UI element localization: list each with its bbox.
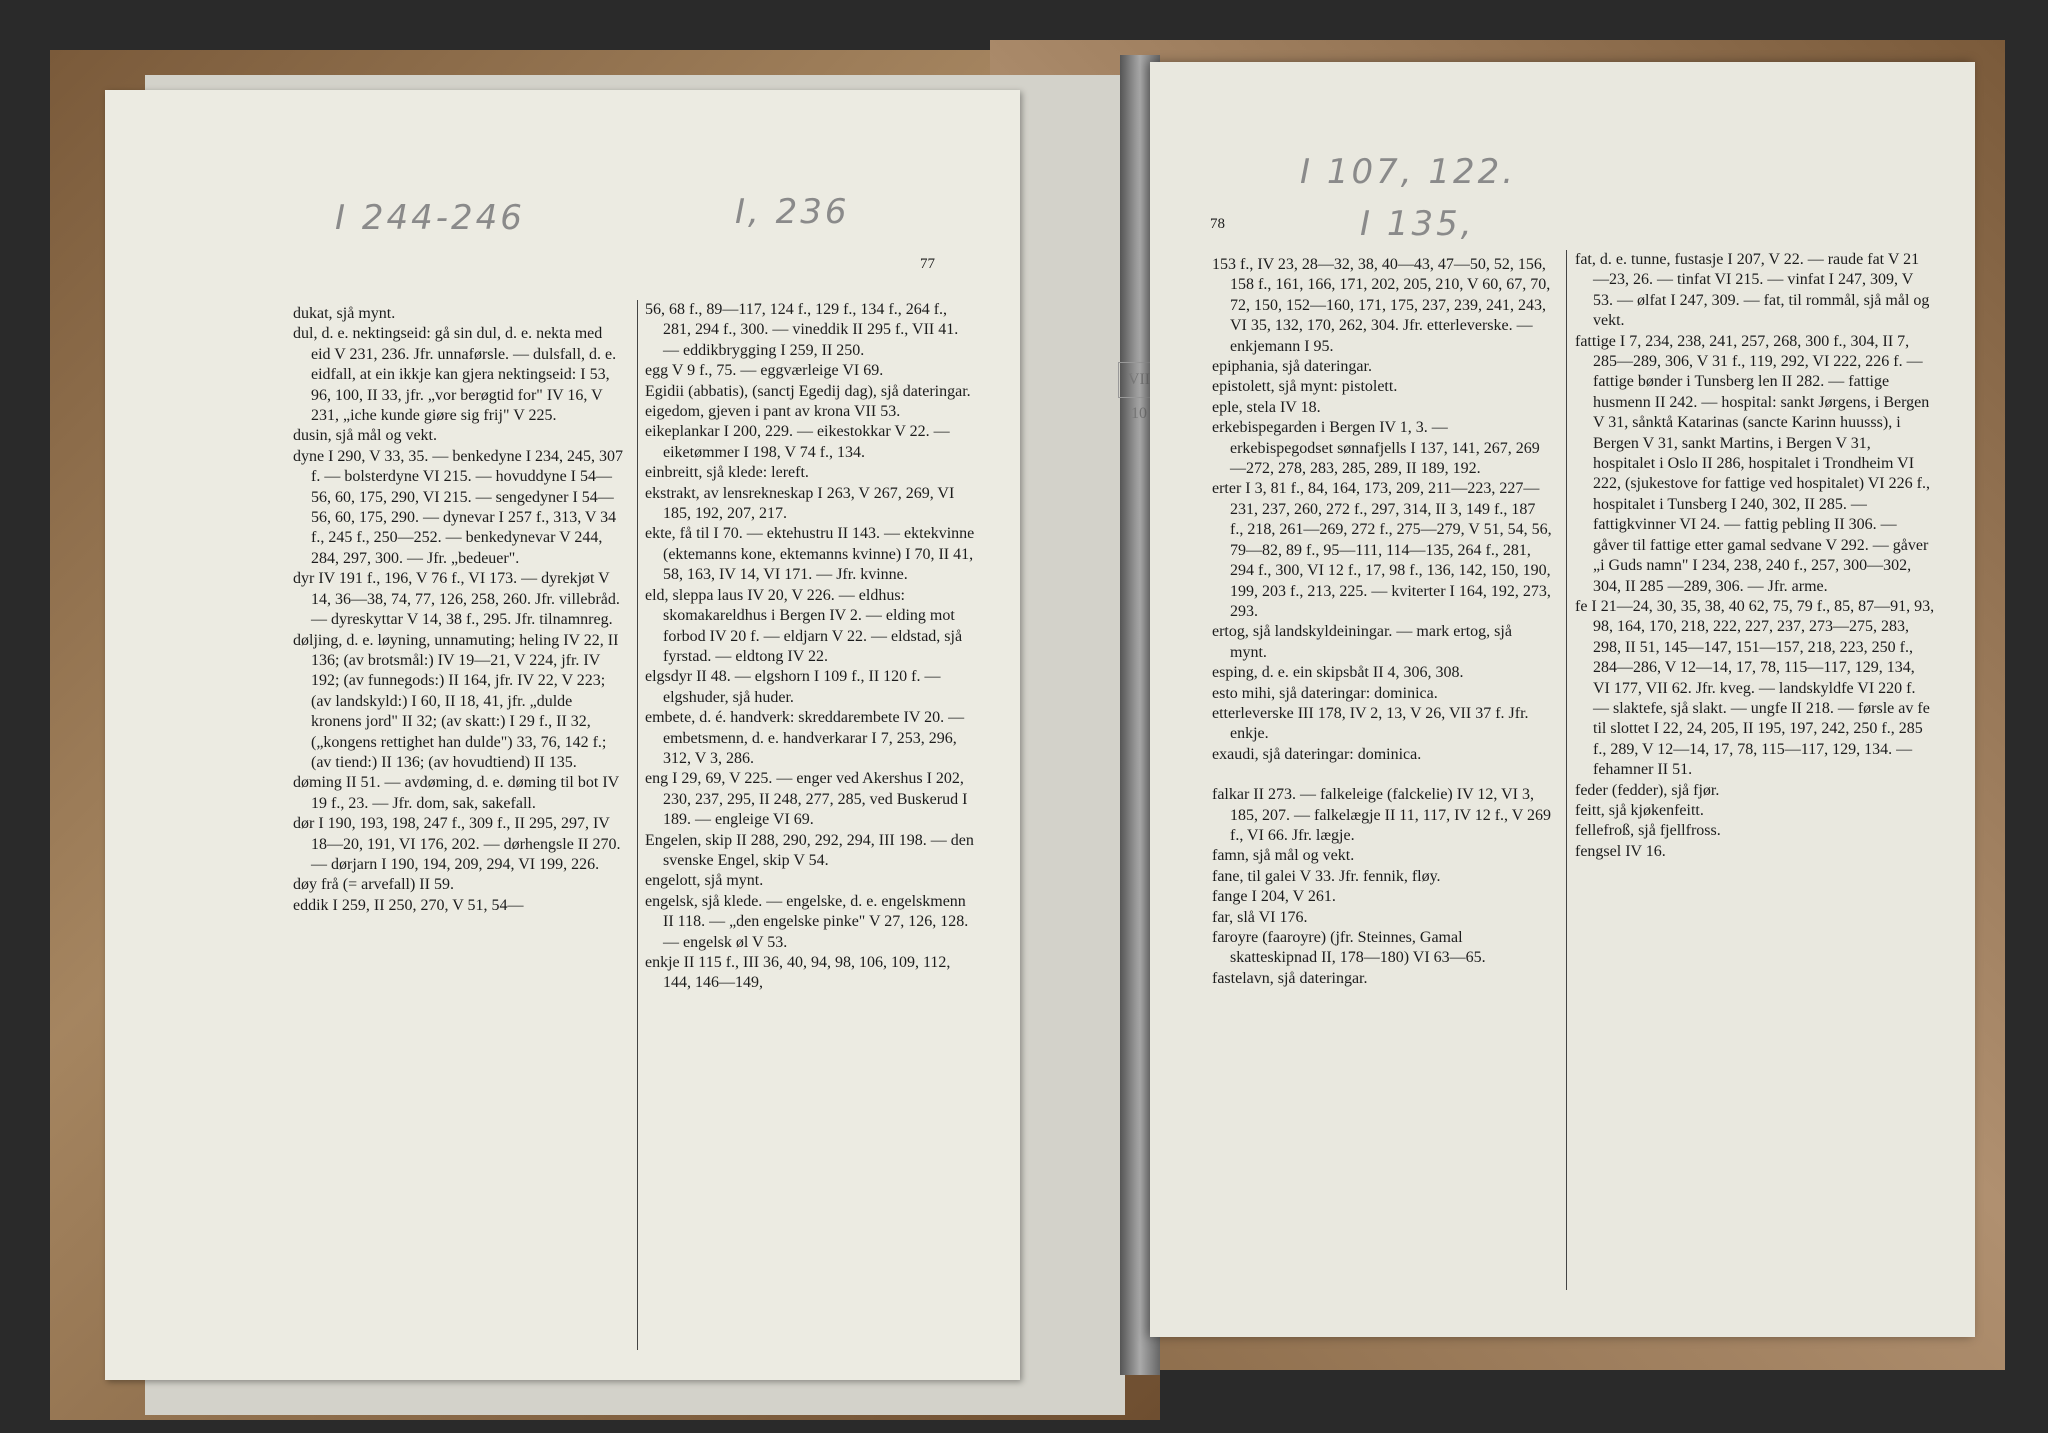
index-entry: feitt, sjå kjøkenfeitt. xyxy=(1575,801,1704,819)
index-entry: famn, sjå mål og vekt. xyxy=(1212,847,1355,865)
column-rule xyxy=(637,300,638,1350)
index-entry: epistolett, sjå mynt: pistolett. xyxy=(1212,378,1398,396)
index-entry: eng I 29, 69, V 225. — enger ved Akershus I 202, 230, 237, 295, II 248, 277, 285, ved Buskerud I 189. — engleige VI 69. xyxy=(645,770,968,829)
handwritten-note: I, 236 xyxy=(735,192,850,232)
handwritten-note: I 135, xyxy=(1360,204,1475,244)
index-entry: eigedom, gjeven i pant av krona VII 53. xyxy=(645,403,901,421)
index-entry: egg V 9 f., 75. — eggværleige VI 69. xyxy=(645,362,884,380)
index-entry: exaudi, sjå dateringar: dominica. xyxy=(1212,745,1422,763)
handwritten-note: I 244-246 xyxy=(335,198,525,238)
index-entry: far, slå VI 176. xyxy=(1212,908,1308,926)
index-column xyxy=(1575,250,1935,862)
index-entry: esping, d. e. ein skipsbåt II 4, 306, 308. xyxy=(1212,664,1464,682)
left-page xyxy=(105,90,1020,1380)
index-column xyxy=(1212,255,1552,989)
index-entry: ekte, få til I 70. — ektehustru II 143. — ektekvinne (ektemanns kone, ektemanns kvinne) I 70, II 41, 58, 163, IV 14, VI 171. — Jfr. kvinne. xyxy=(645,525,975,584)
index-entry: døming II 51. — avdøming, d. e. døming til bot IV 19 f., 23. — Jfr. dom, sak, sakefall. xyxy=(293,774,619,812)
index-entry: dul, d. e. nektingseid: gå sin dul, d. e. nekta med eid V 231, 236. Jfr. unnaførsle. — dulsfall, d. e. eidfall, at ein ikkje kan gjera nektingseid: I 53, 96, 100, II 33, jfr. „vor berøgtid for" IV 16, V 231, „iche kunde giøre sig frij" V 225. xyxy=(293,325,617,425)
index-entry: 56, 68 f., 89—117, 124 f., 129 f., 134 f., 264 f., 281, 294 f., 300. — vineddik II 295 f., VII 41. — eddikbrygging I 259, II 250. xyxy=(645,301,959,359)
index-column xyxy=(645,300,977,994)
index-entry: epiphania, sjå dateringar. xyxy=(1212,358,1372,376)
column-rule xyxy=(1566,250,1567,1290)
index-entry: eld, sleppa laus IV 20, V 226. — eldhus: skomakareldhus i Bergen IV 2. — elding mot forbod IV 20 f. — eldjarn V 22. — eldstad, sjå fyrstad. — eldtong IV 22. xyxy=(645,586,963,665)
index-entry: elgsdyr II 48. — elgshorn I 109 f., II 120 f. — elgshuder, sjå huder. xyxy=(645,668,941,706)
handwritten-note: I 107, 122. xyxy=(1300,152,1517,192)
index-entry: erter I 3, 81 f., 84, 164, 173, 209, 211—223, 227—231, 237, 260, 272 f., 297, 314, II 3, 149 f., 187 f., 218, 261—269, 272 f., 275—279, V 51, 54, 56, 79—82, 89 f., 95—111, 114—135, 264 f., 281, 294 f., 300, VI 12 f., 17, 98 f., 136, 142, 150, 190, 199, 203 f., 213, 225. — kviterter I 164, 192, 273, 293. xyxy=(1212,480,1552,620)
page-number: 78 xyxy=(1210,216,1225,232)
right-page xyxy=(1150,62,1975,1337)
index-entry: fastelavn, sjå dateringar. xyxy=(1212,969,1368,987)
index-entry: 153 f., IV 23, 28—32, 38, 40—43, 47—50, 52, 156, 158 f., 161, 166, 171, 202, 205, 210, V 60, 67, 70, 72, 150, 152—160, 171, 175, 237, 239, 241, 243, VI 35, 132, 170, 262, 304. Jfr. etterleverske. — enkjemann I 95. xyxy=(1212,256,1551,355)
index-entry: eple, stela IV 18. xyxy=(1212,398,1321,416)
index-entry xyxy=(1212,765,1552,785)
index-entry: eikeplankar I 200, 229. — eikestokkar V 22. — eiketømmer I 198, V 74 f., 134. xyxy=(645,423,950,461)
index-entry: Egidii (abbatis), (sanctj Egedij dag), sjå dateringar. xyxy=(645,382,971,400)
index-entry: engelsk, sjå klede. — engelske, d. e. engelskmenn II 118. — „den engelske pinke" V 27, 126, 128. — engelsk øl V 53. xyxy=(645,892,969,951)
index-entry: fellefroß, sjå fjellfross. xyxy=(1575,822,1721,840)
index-entry: fat, d. e. tunne, fustasje I 207, V 22. — raude fat V 21—23, 26. — tinfat VI 215. — vinfat I 247, 309, V 53. — ølfat I 247, 309. — fat, til rommål, sjå mål og vekt. xyxy=(1575,251,1930,330)
index-entry: enkje II 115 f., III 36, 40, 94, 98, 106, 109, 112, 144, 146—149, xyxy=(645,954,951,992)
margin-stamp: VII 10 xyxy=(1118,362,1160,398)
index-entry: etterleverske III 178, IV 2, 13, V 26, VII 37 f. Jfr. enkje. xyxy=(1212,704,1529,743)
page-number: 77 xyxy=(920,256,935,272)
index-entry: dusin, sjå mål og vekt. xyxy=(293,427,437,445)
index-entry: dyr IV 191 f., 196, V 76 f., VI 173. — dyrekjøt V 14, 36—38, 74, 77, 126, 258, 260. Jfr. villebråd. — dyreskyttar V 14, 38 f., 295. Jfr. tilnamnreg. xyxy=(293,570,620,629)
index-entry: faroyre (faaroyre) (jfr. Steinnes, Gamal skatteskipnad II, 178—180) VI 63—65. xyxy=(1212,929,1486,967)
index-column xyxy=(293,304,625,916)
index-entry: fange I 204, V 261. xyxy=(1212,888,1336,906)
index-entry: Engelen, skip II 288, 290, 292, 294, III 198. — den svenske Engel, skip V 54. xyxy=(645,831,974,869)
index-entry: fattige I 7, 234, 238, 241, 257, 268, 300 f., 304, II 7, 285—289, 306, V 31 f., 119, 292, VI 222, 226 f. — fattige bønder i Tunsberg len II 282. — fattige husmenn II 242. — hospital: sankt Jørgens, i Bergen V 31, sånktå Katarinas (sancte Karinn huusss), i Bergen V 31, sankt Martins, i Bergen V 31, hospitalet i Oslo II 286, hospitalet i Trondheim VI 222, (sjukestove for fattige ved hospitalet) VI 226 f., hospitalet i Tunsberg I 240, 302, II 285. — fattigkvinner VI 24. — fattig pebling II 306. — gåver til fattige etter gamal sedvane V 292. — gåver „i Guds namn" I 234, 238, 240 f., 257, 300—302, 304, II 285 —289, 306. — Jfr. arme. xyxy=(1575,332,1930,595)
index-entry: døy frå (= arvefall) II 59. xyxy=(293,876,454,894)
index-entry: falkar II 273. — falkeleige (falckelie) IV 12, VI 3, 185, 207. — falkelægje II 11, 117, IV 12 f., V 269 f., VI 66. Jfr. lægje. xyxy=(1212,786,1552,844)
index-entry: døljing, d. e. løyning, unnamuting; heling IV 22, II 136; (av brotsmål:) IV 19—21, V 224, jfr. IV 192; (av funnegods:) II 164, jfr. IV 22, V 223; (av landskyld:) I 60, II 18, 41, jfr. „dulde kronens jord" II 32; (av skatt:) I 29 f., II 32, („kongens rettighet han dulde") 33, 76, 142 f.; (av tiend:) II 136; (av hovudtiend) II 135. xyxy=(293,631,619,771)
index-entry: erkebispegarden i Bergen IV 1, 3. — erkebispegodset sønnafjells I 137, 141, 267, 269—272, 278, 283, 285, 289, II 189, 192. xyxy=(1212,419,1540,478)
index-entry: dyne I 290, V 33, 35. — benkedyne I 234, 245, 307 f. — bolsterdyne VI 215. — hovuddyne I 54—56, 60, 175, 290, VI 215. — sengedyner I 54—56, 60, 175, 290. — dynevar I 257 f., 313, V 34 f., 245 f., 250—252. — benkedynevar V 244, 284, 297, 300. — Jfr. „bedeuer". xyxy=(293,447,624,567)
index-entry: eddik I 259, II 250, 270, V 51, 54— xyxy=(293,896,524,914)
index-entry: einbreitt, sjå klede: lereft. xyxy=(645,464,809,482)
index-entry: embete, d. é. handverk: skreddarembete IV 20. — embetsmenn, d. e. handverkarar I 7, 253, 296, 312, V 3, 286. xyxy=(645,709,965,767)
index-entry: dør I 190, 193, 198, 247 f., 309 f., II 295, 297, IV 18—20, 191, VI 176, 202. — dørhengsle II 270. — dørjarn I 190, 194, 209, 294, VI 199, 226. xyxy=(293,815,621,873)
index-entry: fengsel IV 16. xyxy=(1575,842,1666,860)
index-entry: ekstrakt, av lensrekneskap I 263, V 267, 269, VI 185, 192, 207, 217. xyxy=(645,484,955,523)
index-entry: esto mihi, sjå dateringar: dominica. xyxy=(1212,684,1438,702)
index-entry: fe I 21—24, 30, 35, 38, 40 62, 75, 79 f., 85, 87—91, 93, 98, 164, 170, 218, 222, 227, 237, 273—275, 283, 298, II 51, 145—147, 151—157, 218, 223, 250 f., 284—286, V 12—14, 17, 78, 115—117, 129, 134, VI 177, VII 62. Jfr. kveg. — landskyldfe VI 220 f. — slaktefe, sjå slakt. — ungfe II 218. — førsle av fe til slottet I 22, 24, 205, II 195, 197, 242, 250 f., 285 f., 289, V 12—14, 17, 78, 115—117, 129, 134. — fehamner II 51. xyxy=(1575,597,1935,779)
index-entry: ertog, sjå landskyldeiningar. — mark ertog, sjå mynt. xyxy=(1212,623,1512,661)
index-entry: dukat, sjå mynt. xyxy=(293,305,396,322)
index-entry: engelott, sjå mynt. xyxy=(645,872,764,890)
index-entry: fane, til galei V 33. Jfr. fennik, fløy. xyxy=(1212,867,1441,885)
index-entry: feder (fedder), sjå fjør. xyxy=(1575,781,1720,799)
